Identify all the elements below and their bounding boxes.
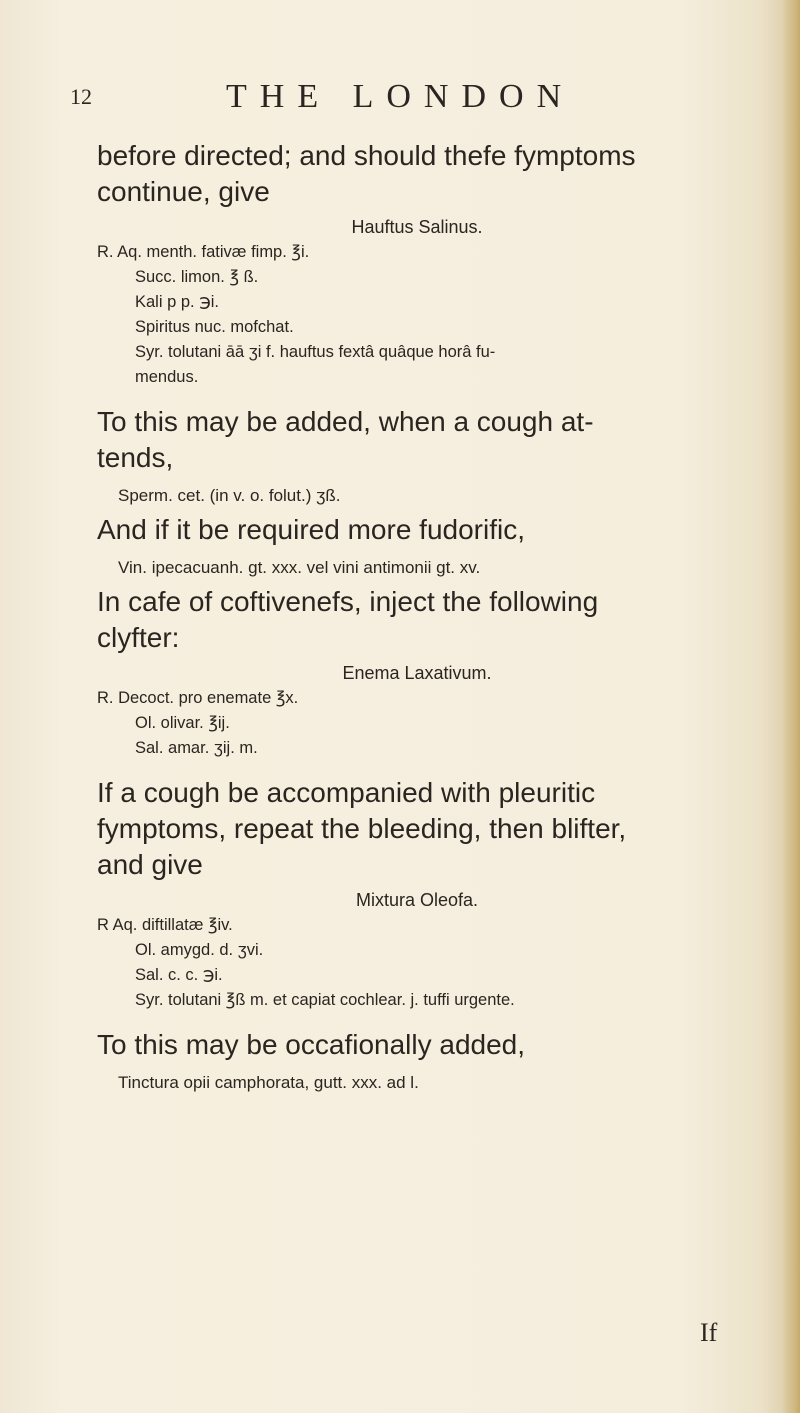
prescription-line: mendus. (135, 368, 199, 386)
prescription-line: Succ. limon. ℥ ß. (135, 268, 259, 286)
running-head: THE LONDON (226, 78, 575, 115)
prescription-line: Ol. amygd. d. ʒvi. (135, 941, 264, 959)
prescription-line: Vin. ipecacuanh. gt. xxx. vel vini antimonii gt. xv. (118, 558, 481, 577)
prescription-line: Syr. tolutani āā ʒi f. hauftus fextâ quâque horâ fu- (135, 343, 496, 361)
page-header (70, 78, 590, 118)
prescription-line: Sperm. cet. (in v. o. folut.) ʒß. (118, 486, 341, 505)
body-line: If a cough be accompanied with pleuritic (97, 777, 596, 808)
prescription-mixtura-oleofa (97, 913, 697, 1013)
prescription-hauftus-salinus (97, 240, 697, 390)
body-line: And if it be required more fudorific, (97, 514, 525, 545)
body-line: before directed; and should thefe fymptoms (97, 140, 636, 171)
catchword: If (700, 1318, 718, 1347)
prescription-line: R Aq. diftillatæ ℥iv. (97, 916, 233, 934)
prescription-line: Sal. amar. ʒij. m. (135, 739, 258, 757)
prescription-enema-laxativum (97, 686, 697, 761)
prescription-line: R. Aq. menth. fativæ fimp. ℥i. (97, 243, 310, 261)
prescription-line: Kali p p. ℈i. (135, 293, 219, 311)
prescription-line: Tinctura opii camphorata, gutt. xxx. ad l. (118, 1073, 419, 1092)
page-edge (782, 0, 800, 1413)
prescription-line: R. Decoct. pro enemate ℥x. (97, 689, 299, 707)
body-line: To this may be occafionally added, (97, 1029, 526, 1060)
body-line: To this may be added, when a cough at- (97, 406, 594, 437)
body-line: continue, give (97, 176, 270, 207)
page-text (97, 138, 697, 1099)
body-line: In cafe of coftivenefs, inject the following (97, 586, 599, 617)
prescription-heading: Hauftus Salinus. (351, 217, 483, 237)
prescription-line: Spiritus nuc. mofchat. (135, 318, 294, 336)
prescription-line: Sal. c. c. ℈i. (135, 966, 223, 984)
body-line: clyfter: (97, 622, 180, 653)
prescription-line: Syr. tolutani ℥ß m. et capiat cochlear. j. tuffi urgente. (135, 991, 515, 1009)
body-line: tends, (97, 442, 174, 473)
body-line: and give (97, 849, 203, 880)
prescription-heading: Enema Laxativum. (342, 663, 492, 683)
page-number: 12 (70, 84, 92, 109)
prescription-heading: Mixtura Oleofa. (355, 890, 479, 910)
prescription-line: Ol. olivar. ℥ij. (135, 714, 230, 732)
body-line: fymptoms, repeat the bleeding, then blifter, (97, 813, 627, 844)
